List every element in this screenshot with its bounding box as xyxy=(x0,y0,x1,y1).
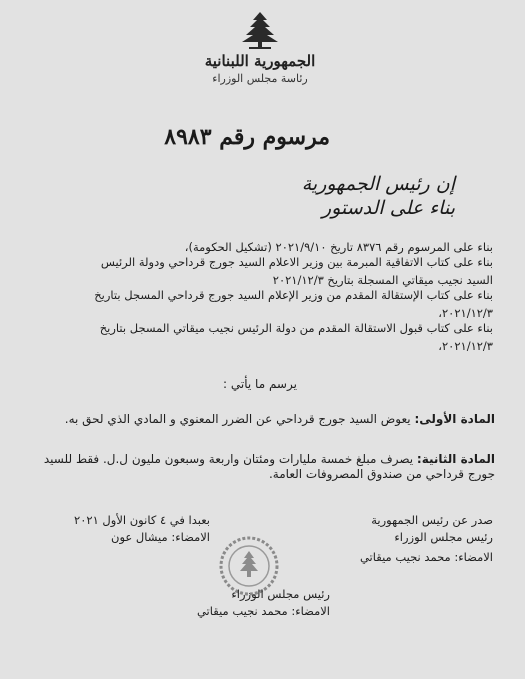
pm-signature-block xyxy=(170,586,330,620)
issuer-block xyxy=(313,512,493,566)
pm-signature: الامضاء: محمد نجيب ميقاتي xyxy=(359,550,493,564)
preamble-line: ٢٠٢١/١٢/٣، xyxy=(438,306,493,320)
article-1-text: يعوض السيد جورج قرداحي عن الضرر المعنوي و المادي الذي لحق به. xyxy=(64,412,411,426)
article-2-label: المادة الثانية: xyxy=(416,452,495,466)
pm-block-signature: الامضاء: محمد نجيب ميقاتي xyxy=(196,604,330,618)
preamble-line: ٢٠٢١/١٢/٣، xyxy=(438,339,493,353)
cabinet-head: رئيس مجلس الوزراء xyxy=(394,530,493,544)
date-block xyxy=(30,512,210,546)
article-1-label: المادة الأولى: xyxy=(414,412,495,426)
presidency-subtitle: رئاسة مجلس الوزراء xyxy=(212,72,308,85)
cedar-emblem-icon xyxy=(237,10,283,50)
president-signature: الامضاء: ميشال عون xyxy=(111,530,210,544)
article-1 xyxy=(30,412,495,427)
preamble-line: بناء على المرسوم رقم ٨٣٧٦ تاريخ ٢٠٢١/٩/١٠ (تشكيل الحكومة)، xyxy=(184,240,493,254)
republic-title: الجمهورية اللبنانية xyxy=(204,52,316,70)
preamble-line: بناء على كتاب قبول الاستقالة المقدم من دولة الرئيس نجيب ميقاتي المسجل بتاريخ xyxy=(99,320,493,335)
president-heading xyxy=(295,172,455,220)
preamble xyxy=(36,240,493,354)
president-line-1: إن رئيس الجمهورية xyxy=(301,173,455,195)
article-2-text: يصرف مبلغ خمسة مليارات ومئتان واربعة وسبعون مليون ل.ل. فقط للسيد جورج قرداحي من صندوق المصروفات العامة. xyxy=(43,452,495,481)
article-2 xyxy=(30,452,495,482)
letterhead xyxy=(190,10,330,85)
preamble-line: السيد نجيب ميقاتي المسجلة بتاريخ ٢٠٢١/١٢/٣ xyxy=(272,273,493,287)
decrees-heading: يرسم ما يأتي : xyxy=(223,377,297,391)
decree-number: مرسوم رقم ٨٩٨٣ xyxy=(164,124,330,150)
issued-by: صدر عن رئيس الجمهورية xyxy=(371,513,493,527)
preamble-line: بناء على كتاب الاتفاقية المبرمة بين وزير الاعلام السيد جورج قرداحي ودولة الرئيس xyxy=(100,254,493,269)
president-line-2: بناء على الدستور xyxy=(322,197,455,219)
issue-date: بعبدا في ٤ كانون الأول ٢٠٢١ xyxy=(74,513,210,527)
preamble-line: بناء على كتاب الإستقالة المقدم من وزير الإعلام السيد جورج قرداحي المسجل بتاريخ xyxy=(94,287,493,302)
pm-title: رئيس مجلس الوزراء xyxy=(231,587,330,601)
